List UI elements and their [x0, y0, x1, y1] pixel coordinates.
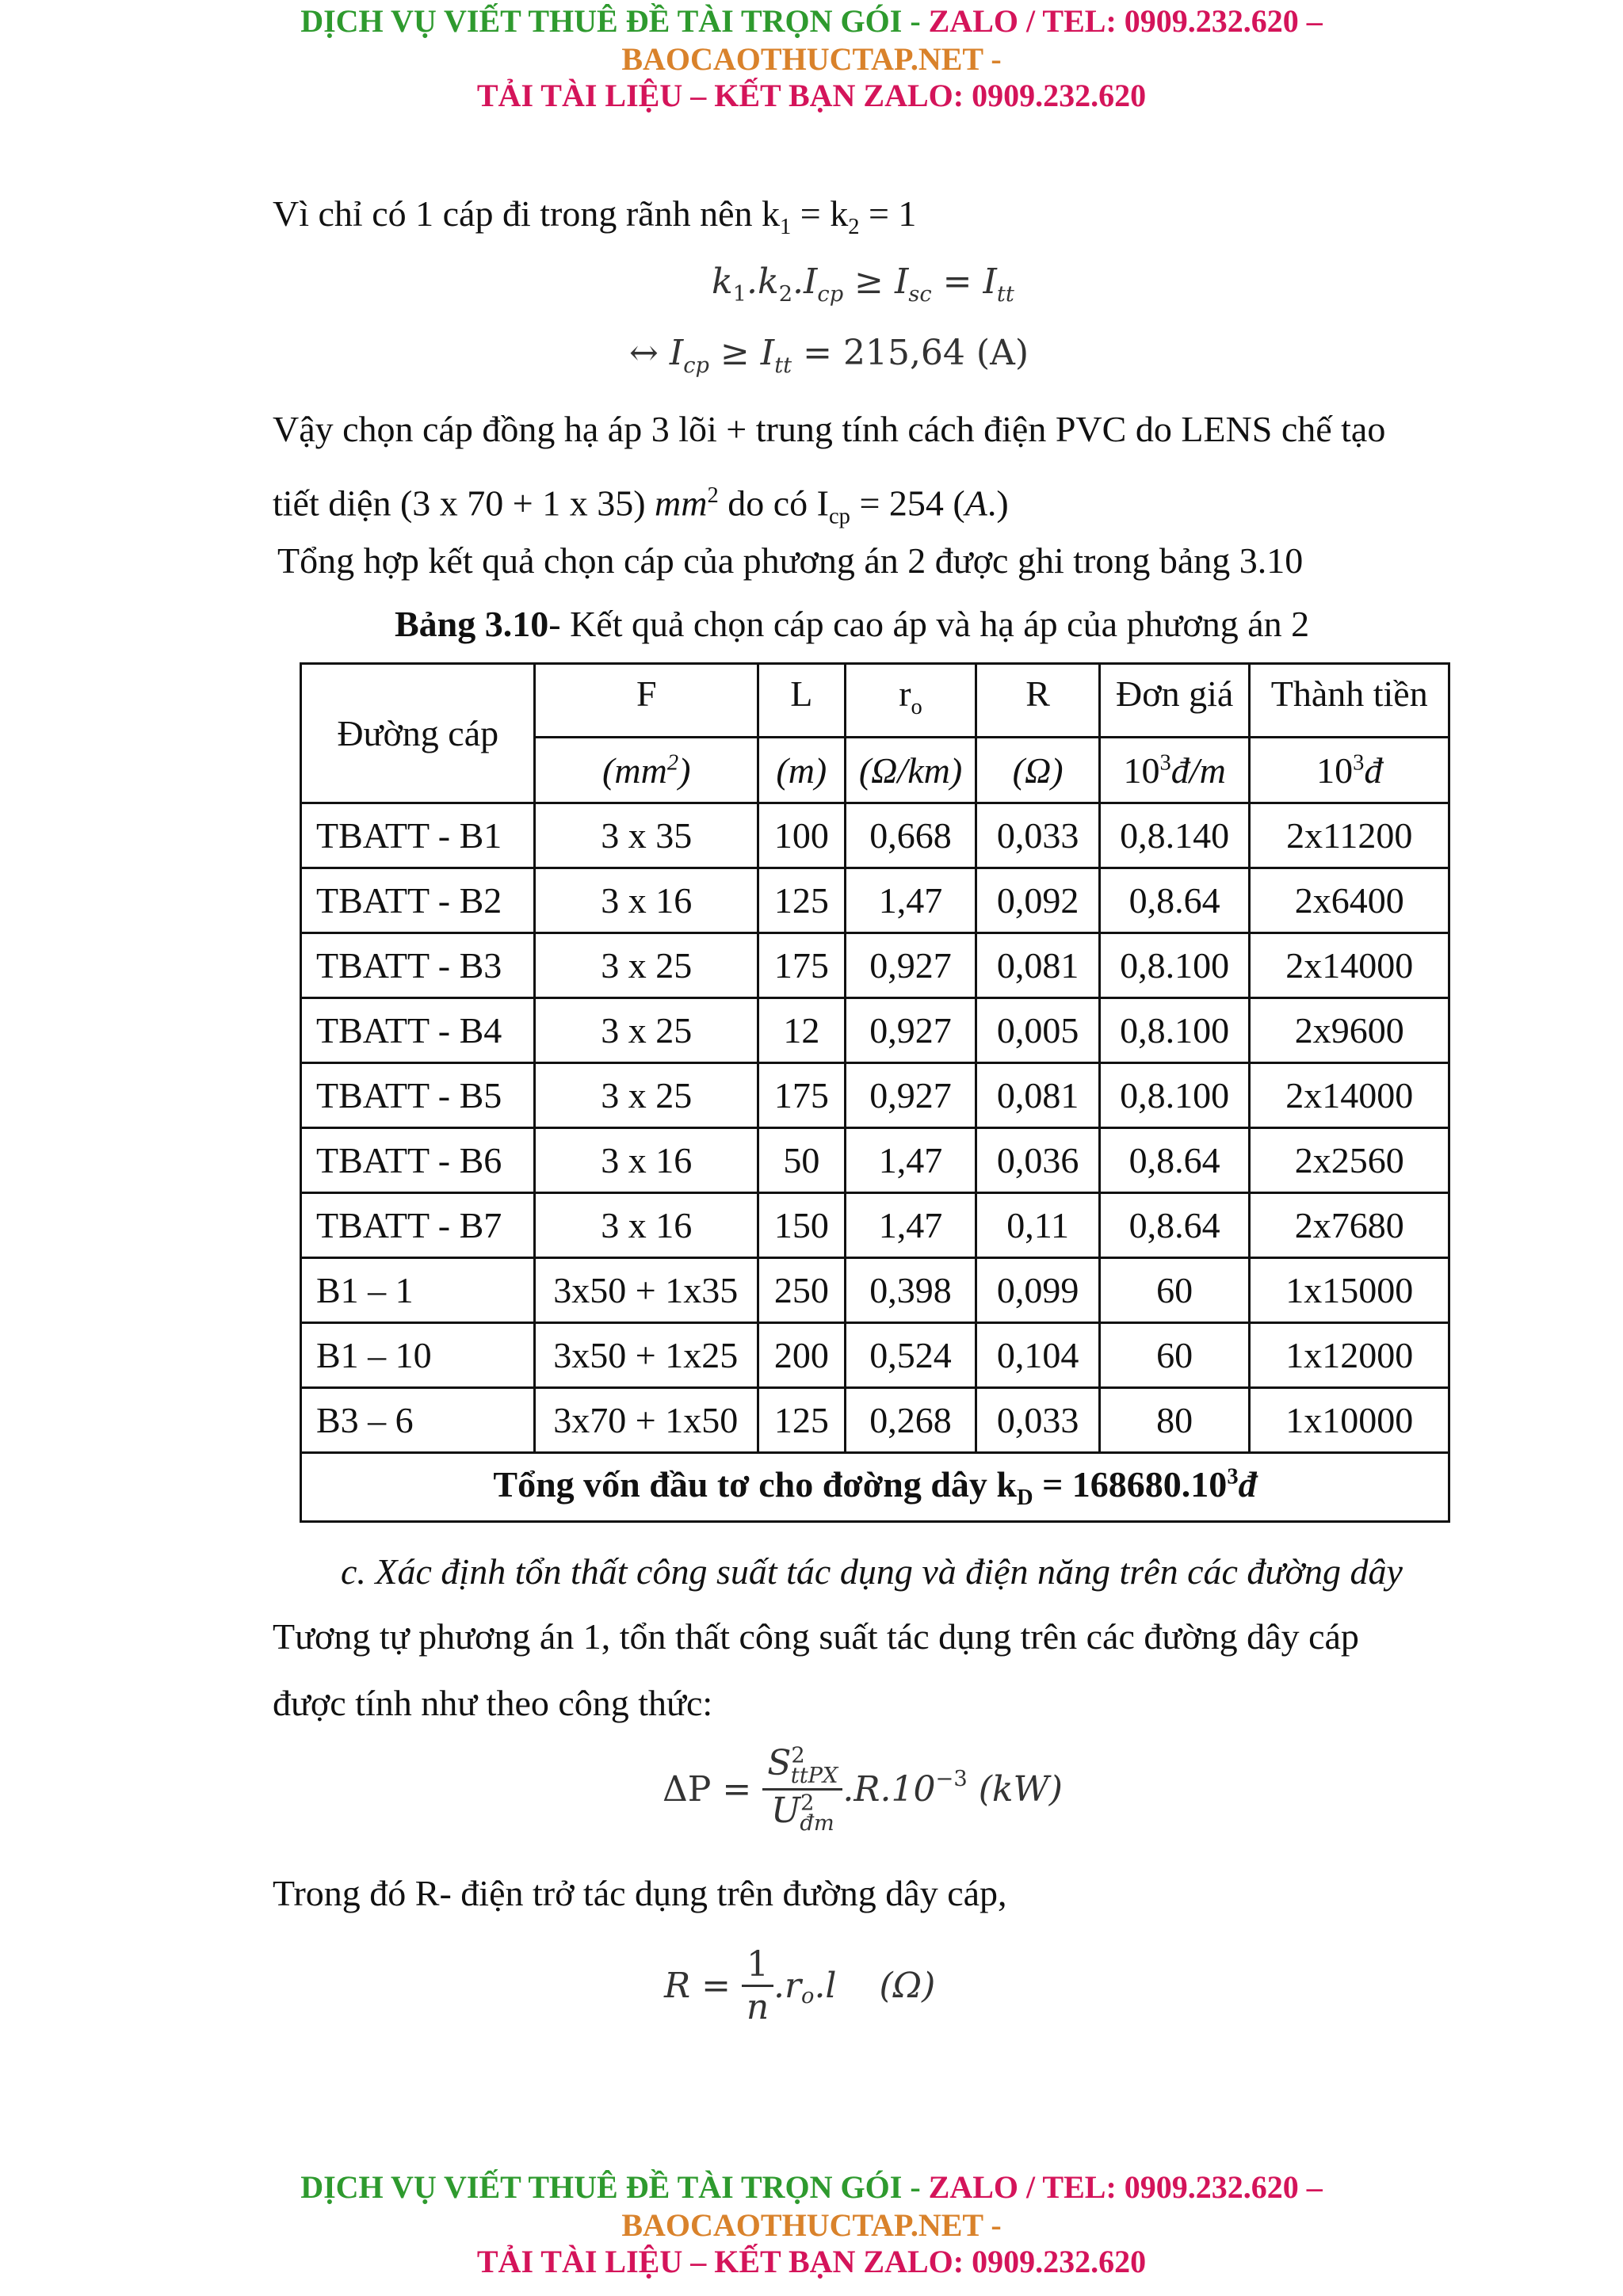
header-f: F: [535, 664, 758, 738]
unit-total: $10^3đ$: [1250, 738, 1449, 803]
header-r: R: [976, 664, 1099, 738]
unit-ro: (Ω/km): [845, 738, 976, 803]
formula-power-loss: ΔP = $\frac{S^2_{ttPX}}{U^2_{đm}}$ $.R.10^{-3}$ (kW): [663, 1743, 1063, 1836]
cell-route: TBATT - B5: [301, 1063, 535, 1128]
cell-ro: 1,47: [845, 1128, 976, 1193]
cell-ro: 0,398: [845, 1258, 976, 1323]
cell-length: 50: [758, 1128, 845, 1193]
cell-r: 0,104: [976, 1323, 1099, 1388]
cell-ro: 1,47: [845, 1193, 976, 1258]
cell-section: 3 x 16: [535, 1193, 758, 1258]
cell-unit-price: 0,8.140: [1099, 803, 1250, 868]
table-row: [301, 1128, 1449, 1193]
cell-r: 0,099: [976, 1258, 1099, 1323]
header-ro: $r_o$: [845, 664, 976, 738]
cell-r: 0,005: [976, 998, 1099, 1063]
cell-section: 3 x 25: [535, 998, 758, 1063]
footer-contact-text: ZALO / TEL: 0909.232.620 –: [928, 2169, 1323, 2205]
cell-route: TBATT - B1: [301, 803, 535, 868]
cell-route: TBATT - B7: [301, 1193, 535, 1258]
cell-total-cost: 2x6400: [1250, 868, 1449, 933]
header-route: Đường cáp: [301, 664, 535, 803]
cell-unit-price: 60: [1099, 1323, 1250, 1388]
unit-r: (Ω): [976, 738, 1099, 803]
cell-length: 125: [758, 1388, 845, 1453]
cell-section: 3x50 + 1x35: [535, 1258, 758, 1323]
cell-section: 3 x 25: [535, 933, 758, 998]
cell-ro: 0,524: [845, 1323, 976, 1388]
unit-l: (m): [758, 738, 845, 803]
cell-unit-price: 0,8.100: [1099, 933, 1250, 998]
header-total: Thành tiền: [1250, 664, 1449, 738]
cell-total-cost: 2x14000: [1250, 933, 1449, 998]
cell-route: B3 – 6: [301, 1388, 535, 1453]
header-website: BAOCAOTHUCTAP.NET -: [621, 41, 1002, 77]
cell-length: 150: [758, 1193, 845, 1258]
total-investment: Tổng vốn đầu tơ cho đơờng dây $k_D$ = $168680.10^3đ$: [301, 1453, 1449, 1522]
table-row: [301, 1193, 1449, 1258]
header-download-text: TẢI TÀI LIỆU – KẾT BẠN ZALO: 0909.232.620: [476, 78, 1147, 113]
footer-website: BAOCAOTHUCTAP.NET -: [621, 2207, 1002, 2243]
cell-unit-price: 60: [1099, 1258, 1250, 1323]
cell-length: 200: [758, 1323, 845, 1388]
table-row: [301, 1388, 1449, 1453]
header-price: Đơn giá: [1099, 664, 1250, 738]
cell-r: 0,036: [976, 1128, 1099, 1193]
table-row: [301, 998, 1449, 1063]
cell-section: 3x70 + 1x50: [535, 1388, 758, 1453]
cell-ro: 1,47: [845, 868, 976, 933]
table-header-row: [301, 664, 1449, 738]
formula-current-condition: $k_1.k_2.I_{cp} \ge I_{sc} = I_{tt}$: [712, 261, 1014, 307]
cell-route: TBATT - B4: [301, 998, 535, 1063]
unit-price: $10^3đ/m$: [1099, 738, 1250, 803]
cell-section: 3 x 16: [535, 868, 758, 933]
paragraph-loss-line2: được tính như theo công thức:: [273, 1683, 713, 1723]
cell-route: TBATT - B2: [301, 868, 535, 933]
table-caption: Bảng 3.10- Kết quả chọn cáp cao áp và hạ áp của phương án 2: [395, 604, 1310, 644]
cell-ro: 0,927: [845, 1063, 976, 1128]
cell-unit-price: 0,8.100: [1099, 998, 1250, 1063]
table-row: [301, 933, 1449, 998]
cell-r: 0,11: [976, 1193, 1099, 1258]
cell-length: 100: [758, 803, 845, 868]
table-row: [301, 1323, 1449, 1388]
cell-total-cost: 2x9600: [1250, 998, 1449, 1063]
cell-unit-price: 0,8.64: [1099, 868, 1250, 933]
cell-total-cost: 2x2560: [1250, 1128, 1449, 1193]
header-contact-text: ZALO / TEL: 0909.232.620 –: [928, 3, 1323, 39]
cell-length: 175: [758, 933, 845, 998]
summary-line: Tổng hợp kết quả chọn cáp của phương án 2 được ghi trong bảng 3.10: [277, 540, 1304, 581]
cell-section: 3x50 + 1x25: [535, 1323, 758, 1388]
section-c-heading: c. Xác định tổn thất công suất tác dụng và điện năng trên các đường dây: [341, 1551, 1403, 1592]
cell-total-cost: 1x10000: [1250, 1388, 1449, 1453]
formula-icp-result: ↔ $I_{cp} \ge I_{tt} = 215,64$ (A): [629, 333, 1029, 378]
cell-r: 0,092: [976, 868, 1099, 933]
cell-r: 0,081: [976, 933, 1099, 998]
cell-ro: 0,927: [845, 933, 976, 998]
table-row: [301, 1063, 1449, 1128]
table-row: [301, 803, 1449, 868]
cell-length: 125: [758, 868, 845, 933]
cell-section: 3 x 16: [535, 1128, 758, 1193]
unit-f: $(mm^2)$: [535, 738, 758, 803]
formula-resistance: R = $\frac{1}{n}$ $.r_o.l$ (Ω): [664, 1944, 936, 2027]
cell-ro: 0,927: [845, 998, 976, 1063]
cell-ro: 0,268: [845, 1388, 976, 1453]
paragraph-cable-choice-line2: tiết diện (3 x 70 + 1 x 35) $mm^2$ do có $I_{cp} = 254$ (A.): [273, 482, 1009, 529]
cell-total-cost: 1x12000: [1250, 1323, 1449, 1388]
cell-route: TBATT - B6: [301, 1128, 535, 1193]
cell-unit-price: 0,8.64: [1099, 1193, 1250, 1258]
cell-route: B1 – 10: [301, 1323, 535, 1388]
cell-ro: 0,668: [845, 803, 976, 868]
cell-route: TBATT - B3: [301, 933, 535, 998]
table-row: [301, 1258, 1449, 1323]
cable-selection-table: [300, 662, 1450, 1523]
cell-section: 3 x 35: [535, 803, 758, 868]
cell-length: 250: [758, 1258, 845, 1323]
cell-unit-price: 0,8.64: [1099, 1128, 1250, 1193]
intro-line: Vì chỉ có 1 cáp đi trong rãnh nên $k_1 = k_2 = 1$: [273, 193, 917, 240]
header-service-text: DỊCH VỤ VIẾT THUÊ ĐỀ TÀI TRỌN GÓI -: [300, 3, 929, 39]
cell-unit-price: 0,8.100: [1099, 1063, 1250, 1128]
table-row: [301, 868, 1449, 933]
footer-download-text: TẢI TÀI LIỆU – KẾT BẠN ZALO: 0909.232.620: [476, 2244, 1147, 2279]
cell-route: B1 – 1: [301, 1258, 535, 1323]
paragraph-resistance: Trong đó R- điện trở tác dụng trên đường dây cáp,: [273, 1873, 1007, 1913]
header-banner-line1: [0, 2, 1623, 41]
cell-r: 0,033: [976, 803, 1099, 868]
cell-total-cost: 2x7680: [1250, 1193, 1449, 1258]
paragraph-cable-choice-line1: Vậy chọn cáp đồng hạ áp 3 lõi + trung tính cách điện PVC do LENS chế tạo: [273, 409, 1386, 449]
paragraph-loss-line1: Tương tự phương án 1, tổn thất công suất tác dụng trên các đường dây cáp: [273, 1616, 1359, 1657]
cell-total-cost: 1x15000: [1250, 1258, 1449, 1323]
cell-total-cost: 2x11200: [1250, 803, 1449, 868]
cell-section: 3 x 25: [535, 1063, 758, 1128]
table-total-row: [301, 1453, 1449, 1522]
cell-length: 175: [758, 1063, 845, 1128]
cell-length: 12: [758, 998, 845, 1063]
cell-unit-price: 80: [1099, 1388, 1250, 1453]
footer-service-text: DỊCH VỤ VIẾT THUÊ ĐỀ TÀI TRỌN GÓI -: [300, 2169, 929, 2205]
cell-total-cost: 2x14000: [1250, 1063, 1449, 1128]
cell-r: 0,033: [976, 1388, 1099, 1453]
footer-banner-line1: [0, 2168, 1623, 2207]
header-l: L: [758, 664, 845, 738]
cell-r: 0,081: [976, 1063, 1099, 1128]
